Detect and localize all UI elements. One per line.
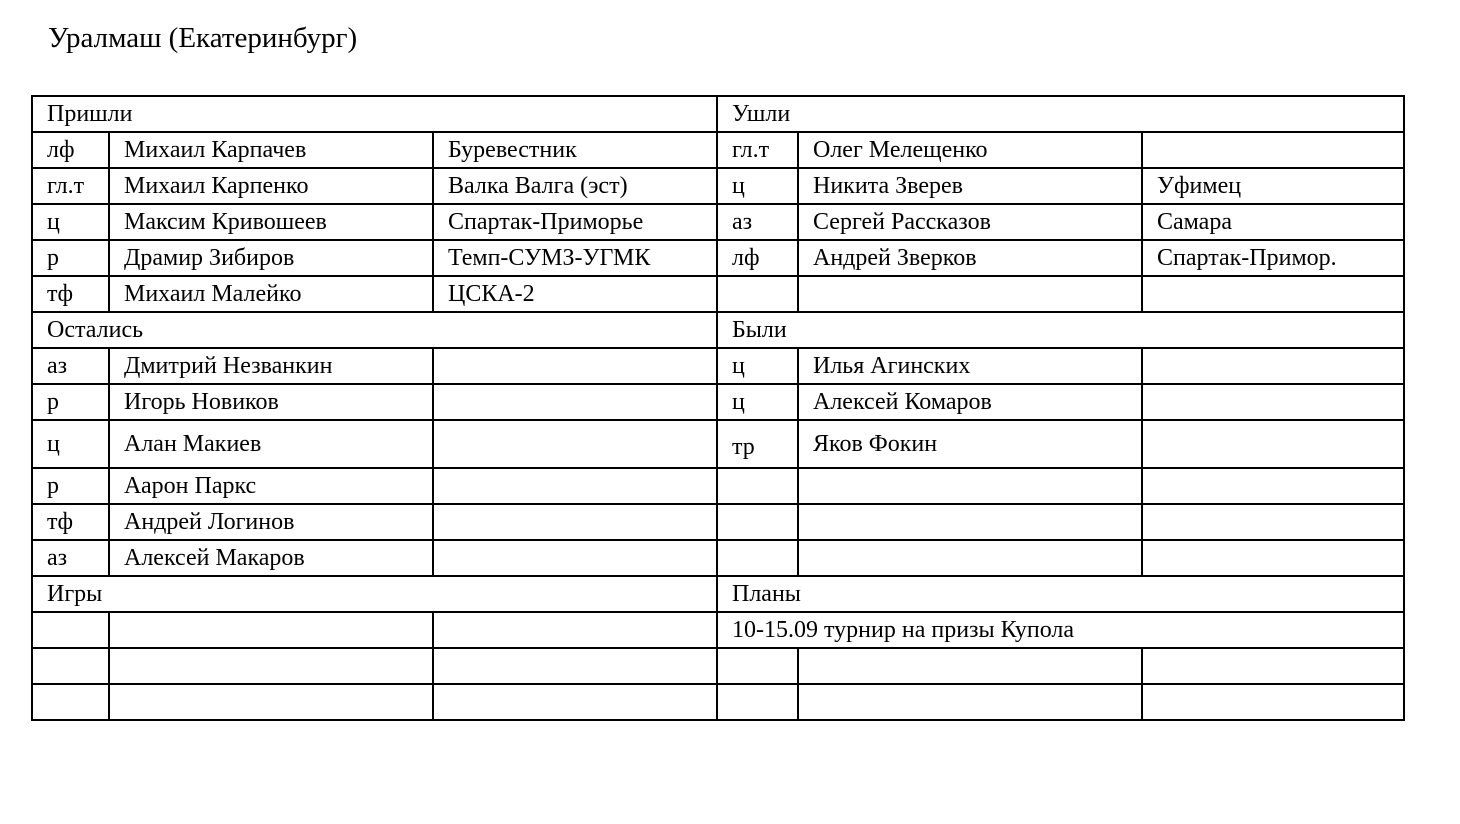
table-row	[32, 648, 1404, 684]
left-position: аз	[717, 204, 798, 240]
stayed-extra-cell	[433, 540, 717, 576]
stayed-position: аз	[32, 540, 109, 576]
stayed-position: аз	[32, 348, 109, 384]
arrived-player-name: Михаил Карпенко	[109, 168, 433, 204]
games-cell	[109, 648, 433, 684]
left-position: гл.т	[717, 132, 798, 168]
stayed-extra-cell	[433, 468, 717, 504]
former-position	[717, 504, 798, 540]
left-to-club: Уфимец	[1142, 168, 1404, 204]
arrived-position: гл.т	[32, 168, 109, 204]
plans-cell	[717, 648, 798, 684]
plans-item: 10-15.09 турнир на призы Купола	[717, 612, 1404, 648]
left-to-club	[1142, 276, 1404, 312]
former-player-name: Яков Фокин	[798, 420, 1142, 468]
page-title: Уралмаш (Екатеринбург)	[48, 22, 358, 54]
stayed-player-name: Алексей Макаров	[109, 540, 433, 576]
former-player-name: Алексей Комаров	[798, 384, 1142, 420]
table-row	[32, 240, 1404, 276]
table-row	[32, 504, 1404, 540]
table-row	[32, 420, 1404, 468]
stayed-player-name: Андрей Логинов	[109, 504, 433, 540]
plans-cell	[1142, 684, 1404, 720]
table-row	[32, 468, 1404, 504]
arrived-from-club: Темп-СУМЗ-УГМК	[433, 240, 717, 276]
stayed-extra-cell	[433, 384, 717, 420]
plans-cell	[798, 684, 1142, 720]
table-row	[32, 612, 1404, 648]
left-to-club: Спартак-Примор.	[1142, 240, 1404, 276]
arrived-from-club: Валка Валга (эст)	[433, 168, 717, 204]
former-position: тр	[717, 420, 798, 468]
games-cell	[32, 612, 109, 648]
stayed-player-name: Дмитрий Незванкин	[109, 348, 433, 384]
former-extra-cell	[1142, 540, 1404, 576]
left-player-name: Сергей Рассказов	[798, 204, 1142, 240]
games-cell	[433, 612, 717, 648]
former-position: ц	[717, 384, 798, 420]
plans-cell	[717, 684, 798, 720]
former-player-name	[798, 504, 1142, 540]
section-arrived-heading: Пришли	[32, 96, 717, 132]
table-row	[32, 132, 1404, 168]
games-cell	[32, 648, 109, 684]
stayed-position: р	[32, 468, 109, 504]
games-cell	[109, 684, 433, 720]
former-extra-cell	[1142, 384, 1404, 420]
former-position: ц	[717, 348, 798, 384]
arrived-player-name: Максим Кривошеев	[109, 204, 433, 240]
arrived-player-name: Михаил Карпачев	[109, 132, 433, 168]
table-row	[32, 204, 1404, 240]
section-former-heading: Были	[717, 312, 1404, 348]
left-player-name: Олег Мелещенко	[798, 132, 1142, 168]
left-player-name	[798, 276, 1142, 312]
section-header-row	[32, 312, 1404, 348]
former-extra-cell	[1142, 348, 1404, 384]
left-player-name: Андрей Зверков	[798, 240, 1142, 276]
stayed-position: ц	[32, 420, 109, 468]
games-cell	[32, 684, 109, 720]
stayed-player-name: Алан Макиев	[109, 420, 433, 468]
former-extra-cell	[1142, 504, 1404, 540]
table-row	[32, 384, 1404, 420]
games-cell	[433, 648, 717, 684]
table-row	[32, 168, 1404, 204]
left-position: лф	[717, 240, 798, 276]
section-header-row	[32, 576, 1404, 612]
arrived-player-name: Драмир Зибиров	[109, 240, 433, 276]
left-position: ц	[717, 168, 798, 204]
arrived-player-name: Михаил Малейко	[109, 276, 433, 312]
section-left-heading: Ушли	[717, 96, 1404, 132]
arrived-position: тф	[32, 276, 109, 312]
stayed-player-name: Игорь Новиков	[109, 384, 433, 420]
stayed-extra-cell	[433, 504, 717, 540]
plans-cell	[798, 648, 1142, 684]
table-row	[32, 276, 1404, 312]
roster-table	[31, 95, 1405, 721]
table-row	[32, 348, 1404, 384]
former-player-name	[798, 468, 1142, 504]
stayed-extra-cell	[433, 348, 717, 384]
arrived-from-club: Буревестник	[433, 132, 717, 168]
arrived-position: ц	[32, 204, 109, 240]
left-to-club	[1142, 132, 1404, 168]
table-row	[32, 540, 1404, 576]
section-games-heading: Игры	[32, 576, 717, 612]
left-position	[717, 276, 798, 312]
left-to-club: Самара	[1142, 204, 1404, 240]
games-cell	[109, 612, 433, 648]
left-player-name: Никита Зверев	[798, 168, 1142, 204]
arrived-position: лф	[32, 132, 109, 168]
arrived-from-club: Спартак-Приморье	[433, 204, 717, 240]
former-position	[717, 468, 798, 504]
former-extra-cell	[1142, 468, 1404, 504]
arrived-from-club: ЦСКА-2	[433, 276, 717, 312]
section-stayed-heading: Остались	[32, 312, 717, 348]
former-player-name	[798, 540, 1142, 576]
section-header-row	[32, 96, 1404, 132]
games-cell	[433, 684, 717, 720]
former-player-name: Илья Агинских	[798, 348, 1142, 384]
stayed-player-name: Аарон Паркс	[109, 468, 433, 504]
former-extra-cell	[1142, 420, 1404, 468]
stayed-position: тф	[32, 504, 109, 540]
stayed-extra-cell	[433, 420, 717, 468]
arrived-position: р	[32, 240, 109, 276]
stayed-position: р	[32, 384, 109, 420]
section-plans-heading: Планы	[717, 576, 1404, 612]
plans-cell	[1142, 648, 1404, 684]
table-row	[32, 684, 1404, 720]
former-position	[717, 540, 798, 576]
